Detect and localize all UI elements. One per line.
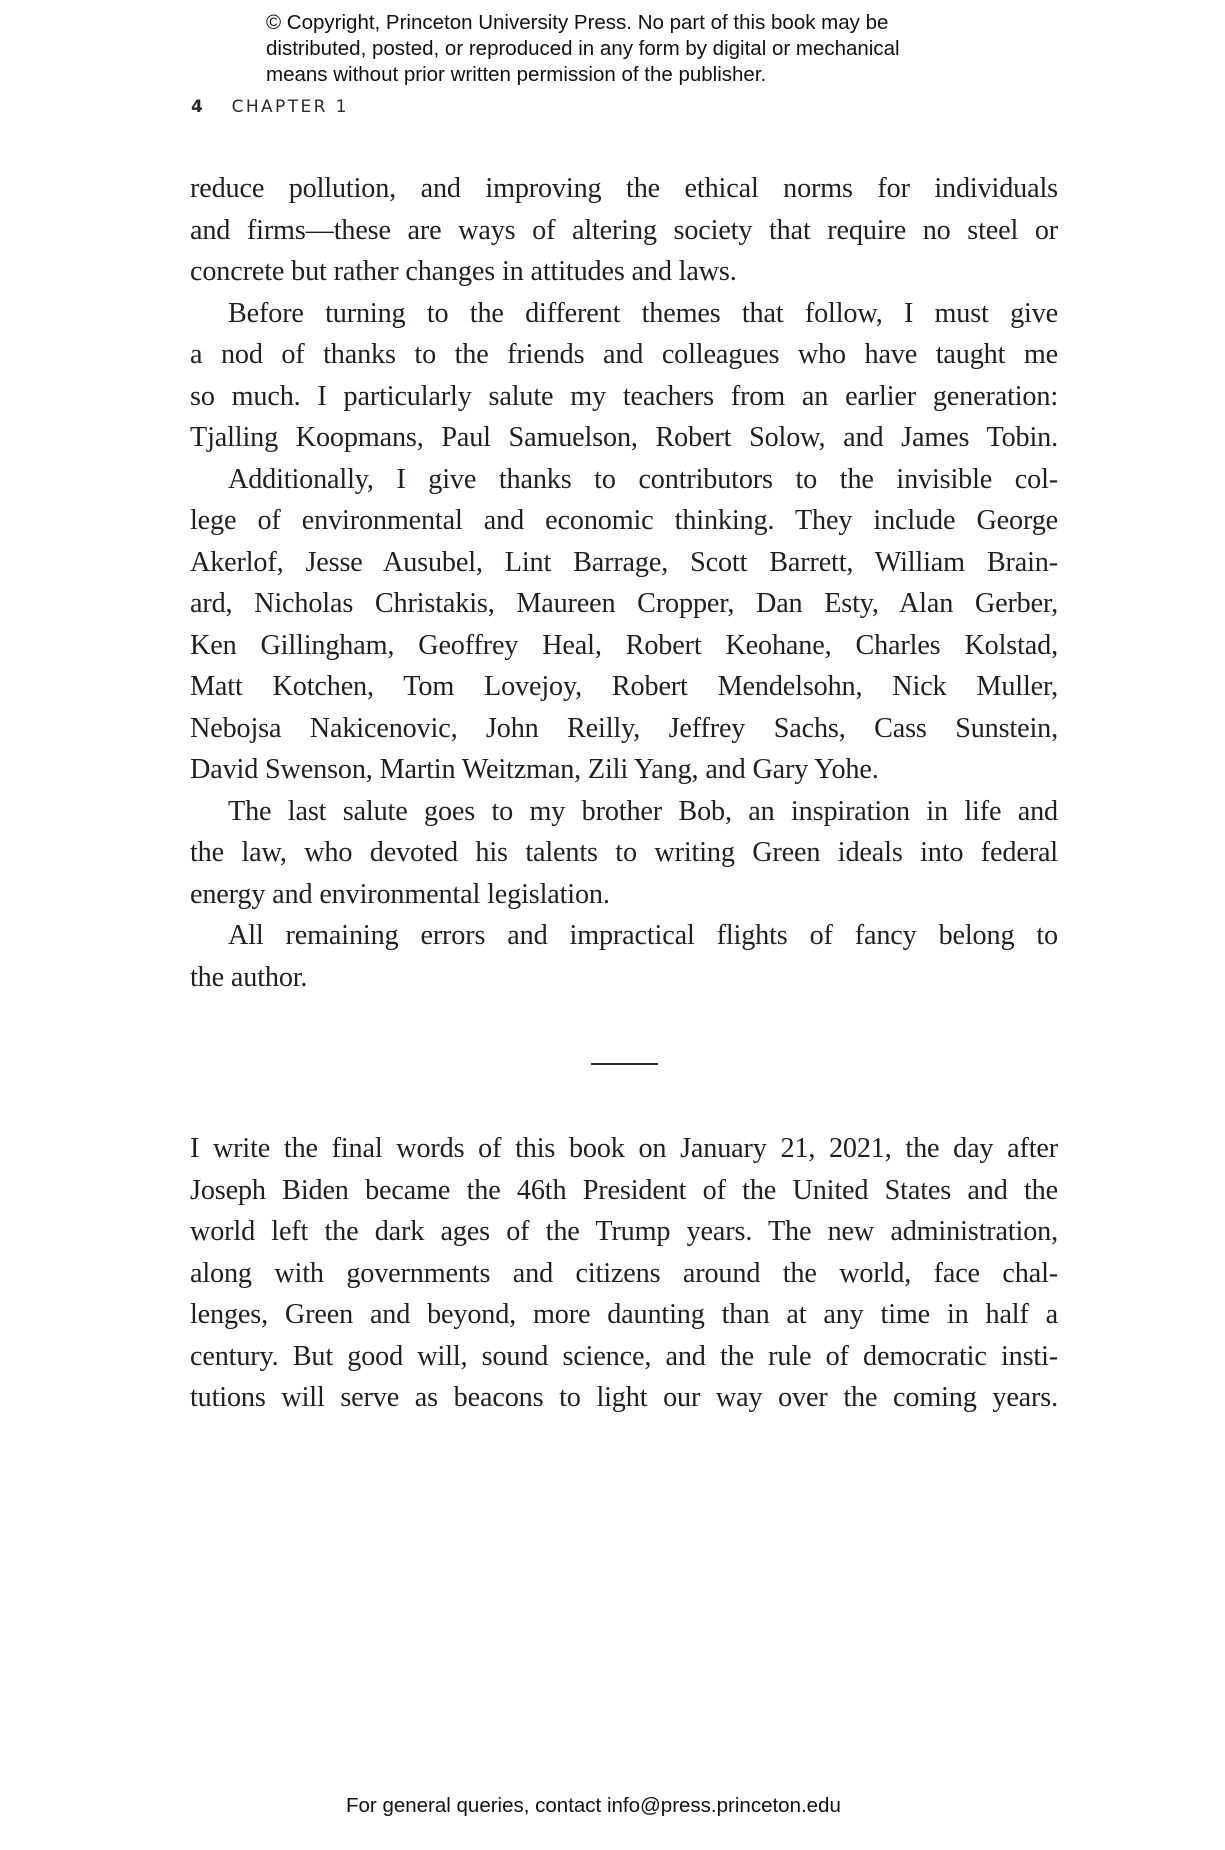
text-line: lenges, Green and beyond, more daunting than at any time in half a: [190, 1299, 1058, 1330]
copyright-line: distributed, posted, or reproduced in any form by digital or mechanical: [266, 37, 900, 60]
section-divider: [591, 1063, 658, 1065]
text-line: All remaining errors and impractical flights of fancy belong to: [228, 920, 1058, 951]
text-line: concrete but rather changes in attitudes and laws.: [190, 256, 737, 287]
text-line: world left the dark ages of the Trump years. The new administration,: [190, 1216, 1058, 1247]
chapter-label: CHAPTER 1: [231, 97, 349, 117]
text-line: I write the final words of this book on January 21, 2021, the day after: [190, 1133, 1058, 1164]
text-line: tutions will serve as beacons to light our way over the coming years.: [190, 1382, 1058, 1413]
text-line: a nod of thanks to the friends and colleagues who have taught me: [190, 339, 1058, 370]
text-line: Matt Kotchen, Tom Lovejoy, Robert Mendelsohn, Nick Muller,: [190, 671, 1058, 702]
text-line: energy and environmental legislation.: [190, 878, 610, 910]
text-line: The last salute goes to my brother Bob, an inspiration in life and: [228, 795, 1058, 827]
text-line: ard, Nicholas Christakis, Maureen Cropper, Dan Esty, Alan Gerber,: [190, 588, 1058, 619]
text-line: Before turning to the different themes that follow, I must give: [228, 297, 1058, 329]
copyright-line: © Copyright, Princeton University Press. No part of this book may be: [266, 11, 889, 34]
text-line: Joseph Biden became the 46th President of the United States and the: [190, 1174, 1058, 1206]
text-line: lege of environmental and economic thinking. They include George: [190, 505, 1058, 536]
text-line: Ken Gillingham, Geoffrey Heal, Robert Keohane, Charles Kolstad,: [190, 629, 1058, 661]
text-line: the author.: [190, 961, 308, 993]
closing-note-text: [190, 1128, 1058, 1419]
text-line: reduce pollution, and improving the ethical norms for individuals: [190, 173, 1058, 204]
text-line: David Swenson, Martin Weitzman, Zili Yang, and Gary Yohe.: [190, 754, 879, 785]
footer-contact: For general queries, contact info@press.princeton.edu: [346, 1794, 841, 1817]
text-line: along with governments and citizens around the world, face chal-: [190, 1257, 1058, 1289]
text-line: so much. I particularly salute my teachers from an earlier generation:: [190, 380, 1058, 412]
page-number: 4: [191, 97, 206, 117]
copyright-line: means without prior written permission of the publisher.: [266, 63, 767, 86]
running-head: [191, 97, 349, 117]
text-line: and firms—these are ways of altering society that require no steel or: [190, 214, 1058, 246]
text-line: the law, who devoted his talents to writing Green ideals into federal: [190, 837, 1058, 868]
acknowledgments-text: [190, 168, 1058, 998]
text-line: Akerlof, Jesse Ausubel, Lint Barrage, Scott Barrett, William Brain-: [190, 546, 1058, 578]
copyright-notice: [266, 10, 1026, 88]
text-line: Tjalling Koopmans, Paul Samuelson, Robert Solow, and James Tobin.: [190, 422, 1058, 453]
text-line: Additionally, I give thanks to contributors to the invisible col-: [228, 463, 1058, 495]
text-line: century. But good will, sound science, and the rule of democratic insti-: [190, 1340, 1058, 1372]
text-line: Nebojsa Nakicenovic, John Reilly, Jeffrey Sachs, Cass Sunstein,: [190, 712, 1058, 744]
